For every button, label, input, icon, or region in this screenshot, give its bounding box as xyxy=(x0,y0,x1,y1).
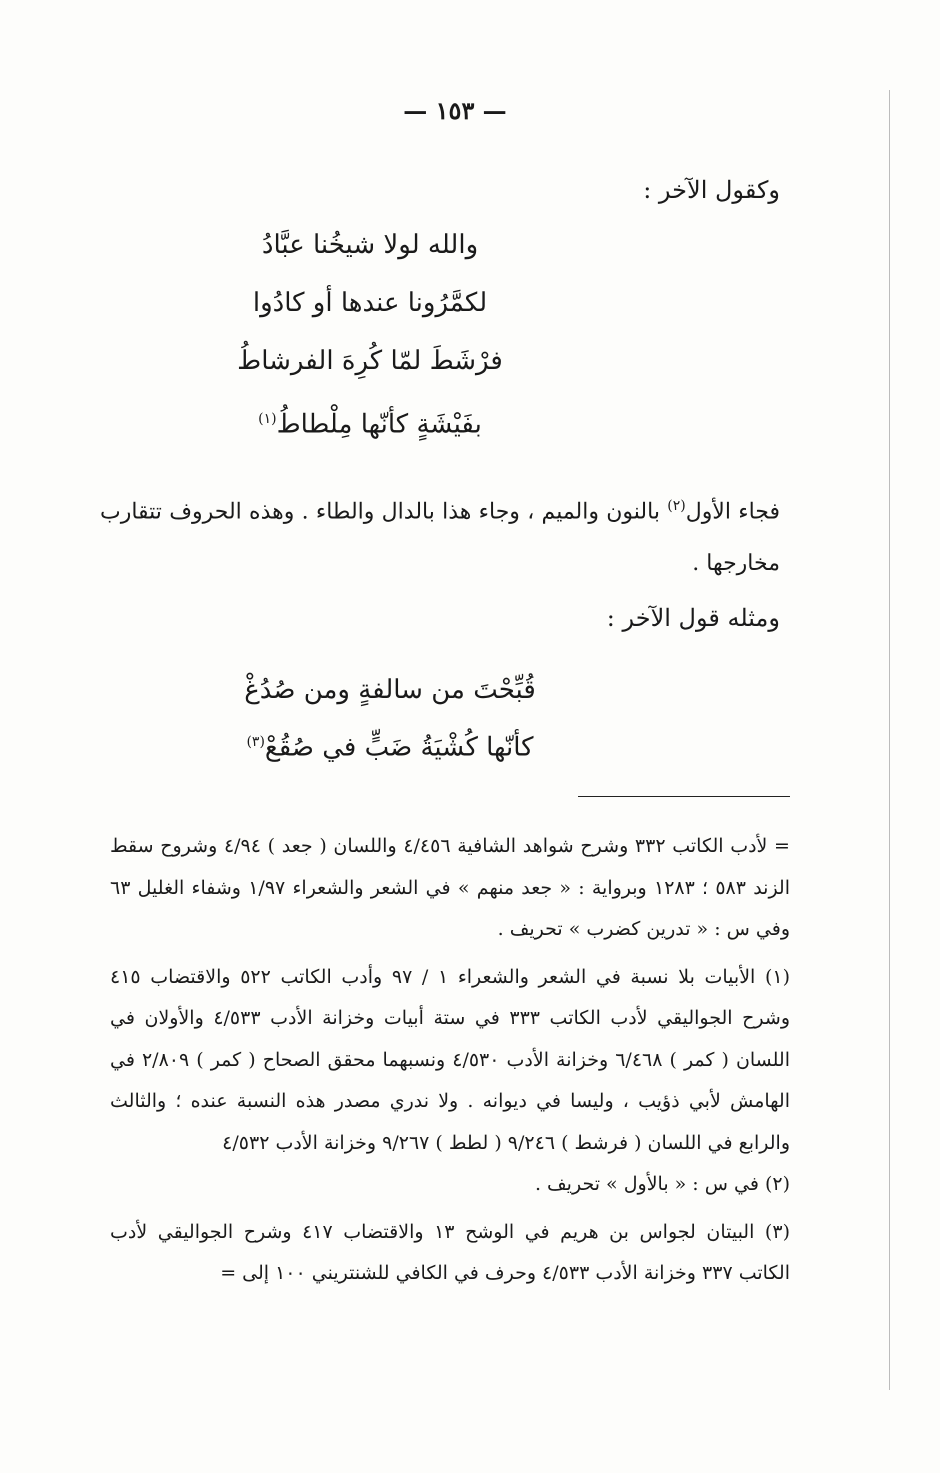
footnote-separator xyxy=(578,796,790,797)
poem-2-line-1: قُبِّحْتَ من سالفةٍ ومن صُدُغْ xyxy=(244,675,536,705)
intro-line-1: وكقول الآخر : xyxy=(643,176,780,204)
page-number: — ١٥٣ — xyxy=(403,96,507,125)
commentary-rest: بالنون والميم ، وجاء هذا بالدال والطاء . وهذه الحروف تتقارب مخارجها . xyxy=(100,499,780,577)
poem-2-line-2 xyxy=(200,716,580,774)
footnote-ref-1: (١) xyxy=(258,411,277,427)
footnote-ref-2: (٢) xyxy=(667,498,686,514)
poem-2-line-2-text: كأنّها كُشْيَةُ ضَبٍّ في صُقُعْ xyxy=(264,732,534,763)
poem-1-line-4-text: بفَيْشَةٍ كأنّها مِلْطاطُ xyxy=(276,409,482,440)
commentary-paragraph xyxy=(100,480,780,590)
footnote-3: (٣) البيتان لجواس بن هريم في الوشح ١٣ والاقتضاب ٤١٧ وشرح الجواليقي لأدب الكاتب ٣٣٧ وخزانة الأدب ٤/٥٣٣ وحرف في الكافي للشنتريني ١٠٠ إلى = xyxy=(110,1220,790,1284)
footnotes xyxy=(110,826,790,1295)
page-binding-edge xyxy=(889,90,890,1390)
commentary-text: فجاء الأول xyxy=(685,499,781,525)
footnote-continued: = لأدب الكاتب ٣٣٢ وشرح شواهد الشافية ٤/٤٥٦ واللسان ( جعد ) ٤/٩٤ وشروح سقط الزند ٥٨٣ ؛ ١٢٨٣ وبرواية : « جعد منهم » في الشعر والشعراء ١/٩٧ وشفاء الغليل ٦٣ وفي س : « تدرين كضرب » تحريف . xyxy=(110,835,791,940)
poem-2 xyxy=(200,664,580,774)
intro-line-2: ومثله قول الآخر : xyxy=(606,604,780,632)
poem-1-line-3: فرْشَطَ لمّا كُرِهَ الفرشاطُ xyxy=(237,346,503,376)
poem-1-line-4 xyxy=(190,390,550,454)
footnote-1: (١) الأبيات بلا نسبة في الشعر والشعراء ١ / ٩٧ وأدب الكاتب ٥٢٢ والاقتضاب ٤١٥ وشرح الجواليقي لأدب الكاتب ٣٣٣ في ستة أبيات وخزانة الأدب ٤/٥٣٣ والأولان في اللسان ( كمر ) ٦/٤٦٨ وخزانة الأدب ٤/٥٣٠ ونسبهما محقق الصحاح ( كمر ) ٢/٨٠٩ في الهامش لأبي ذؤيب ، وليسا في ديوانه . ولا ندري مصدر هذه النسبة عنده ؛ والثالث والرابع في اللسان ( فرشط ) ٩/٢٤٦ ( لطط ) ٩/٢٦٧ وخزانة الأدب ٤/٥٣٢ xyxy=(110,965,791,1154)
poem-1-line-1: والله لولا شيخُنا عبَّادُ xyxy=(261,230,479,260)
footnote-2: (٢) في س : « بالأول » تحريف . xyxy=(534,1173,790,1195)
footnote-ref-3: (٣) xyxy=(246,734,265,750)
poem-1-line-2: لكمَّرُونا عندها أو كادُوا xyxy=(252,288,488,318)
poem-1 xyxy=(190,216,550,454)
